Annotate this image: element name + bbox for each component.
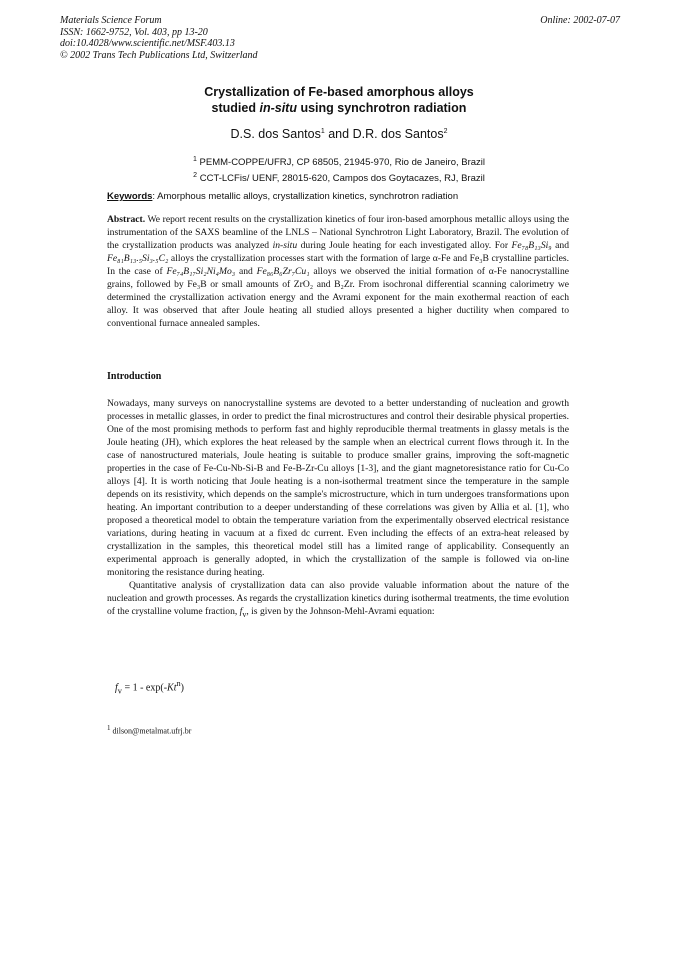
author-2-affil: 2	[443, 127, 448, 135]
author-separator: and	[324, 127, 353, 141]
paragraph-text: Quantitative analysis of crystallization data can also provide valuable information about the nature of the nucleation and growth processes. As regards the crystallization kinetics during isothermal treatments, the time evolution of the crystalline volume fraction,	[107, 580, 569, 617]
footnote	[107, 724, 191, 736]
affiliation-2-text: CCT-LCFis/ UENF, 28015-620, Campos dos Goytacazes, RJ, Brazil	[197, 172, 485, 184]
copyright-line: © 2002 Trans Tech Publications Ltd, Switzerland	[60, 49, 258, 61]
intro-paragraph-1: Nowadays, many surveys on nanocrystalline systems are devoted to a better understanding of nucleation and growth processes in metallic glasses, in order to predict the final microstructures and control their desirable physical properties. One of the most promising methods to perform fast and highly reproducible thermal treatments in glassy metals is the Joule heating (JH), which explores the heat released by the sample when an electrical current flows through it. In the case of nanostructured materials, Joule heating is suitable to produce smaller grains, improving the soft-magnetic properties in the case of Fe-Cu-Nb-Si-B and Fe-B-Zr-Cu alloys [1-3], and the giant magnetoresistance ratio for Cu-Co alloys [4]. It is worth noticing that Joule heating is a non-isothermal treatment since the temperature in the sample depends on its resistivity, which depends on the sample's microstructure, which in turn undergoes transformations upon heating. An important contribution to a deeper understanding of these correlations was given by Allia et al. [1], who proposed a theoretical model to obtain the temperature variation from the experimentally observed electrical resistance variations, during heating in vacuum at a fixed dc current. Even including the effects of an extra-heat released by crystallization in the samples, this theoretical model still has a limited range of applicability. Consequently an experimental approach is generally adopted, in which the crystallization of the sample is followed via on-line monitoring the resistance during heating.	[107, 398, 569, 578]
equation-text: )	[180, 682, 184, 694]
abstract-label: Abstract.	[107, 214, 146, 225]
equation-term: Kt	[167, 682, 177, 694]
keywords	[107, 191, 458, 202]
avrami-equation	[115, 679, 184, 695]
abstract-text: during Joule heating for each investigated alloy. For	[297, 240, 512, 251]
paragraph-text: , is given by the Johnson-Mehl-Avrami equation:	[246, 606, 435, 617]
online-date: Online: 2002-07-07	[540, 15, 620, 26]
intro-paragraph-2	[107, 579, 569, 621]
author-2: D.R. dos Santos	[352, 127, 444, 141]
paper-title	[0, 84, 678, 116]
abstract-italic: in-situ	[272, 240, 298, 251]
title-text: studied	[211, 101, 260, 115]
alloy-formula: Fe₇₄B₁₇Si₂Ni₄Mo₃	[166, 266, 236, 277]
issn-line: ISSN: 1662-9752, Vol. 403, pp 13-20	[60, 26, 208, 38]
footnote-email[interactable]: dilson@metalmat.ufrj.br	[110, 726, 192, 736]
alloy-formula: Fe₈₁B₁₃.₅Si₃.₅C₂	[107, 253, 169, 264]
alloy-formula: Fe₇₈B₁₃Si₉	[511, 240, 552, 251]
abstract-text: alloys the crystallization processes start with the formation of large α-Fe and Fe₃B crystalline particles. In the case of	[107, 253, 569, 277]
keywords-label: Keywords	[107, 191, 153, 202]
affiliation-1-mark: 1	[192, 156, 197, 163]
abstract-text: We report recent results on the crystallization kinetics of four iron-based amorphous metallic alloys using the instrumentation of the SAXS beamline of the LNLS – National Synchrotron Light Laboratory, Brazil. The evolution of the crystallization products was analyzed	[107, 214, 569, 251]
alloy-formula: Fe₈₆B₆Zr₇Cu₁	[256, 266, 310, 277]
equation-exponent: n	[176, 679, 181, 688]
symbol-subscript: v	[242, 609, 247, 619]
affiliation-1	[0, 154, 678, 170]
footnote-mark: 1	[107, 724, 111, 732]
abstract-text: and	[235, 266, 257, 277]
symbol: f	[239, 606, 243, 617]
title-line-2	[0, 100, 678, 116]
journal-header	[60, 15, 258, 61]
author-1: D.S. dos Santos	[230, 127, 321, 141]
equation-lhs: f	[115, 682, 118, 694]
affiliation-2	[0, 170, 678, 186]
affiliations	[0, 154, 678, 185]
affiliation-2-mark: 2	[193, 171, 198, 179]
introduction-body	[107, 397, 569, 621]
author-1-affil: 1	[320, 127, 325, 135]
abstract	[107, 213, 569, 330]
author-list	[0, 127, 678, 141]
journal-name: Materials Science Forum	[60, 15, 162, 26]
title-text: using synchrotron radiation	[296, 101, 467, 115]
equation-lhs-subscript: v	[117, 686, 122, 696]
introduction-heading: Introduction	[107, 371, 162, 382]
keywords-text: : Amorphous metallic alloys, crystallization kinetics, synchrotron radiation	[152, 191, 459, 202]
abstract-text: and	[551, 240, 569, 251]
abstract-text: alloys we observed the initial formation of α-Fe nanocrystalline grains, followed by Fe₃B or small amounts of ZrO₂ and B₂Zr. From isochronal differential scanning calorimetry we determined the crystallization activation energy and the Avrami exponent for the main exothermal reaction of each alloy. It was observed that after Joule heating all studied alloys presented a higher ductility when compared to conventional furnace annealed samples.	[107, 266, 570, 329]
title-emphasis: in-situ	[259, 101, 297, 115]
title-line-1: Crystallization of Fe-based amorphous alloys	[204, 85, 474, 99]
doi-line[interactable]: doi:10.4028/www.scientific.net/MSF.403.13	[60, 38, 235, 49]
affiliation-1-text: PEMM-COPPE/UFRJ, CP 68505, 21945-970, Rio de Janeiro, Brazil	[196, 157, 486, 169]
equation-text: = 1 - exp(-	[121, 682, 168, 694]
